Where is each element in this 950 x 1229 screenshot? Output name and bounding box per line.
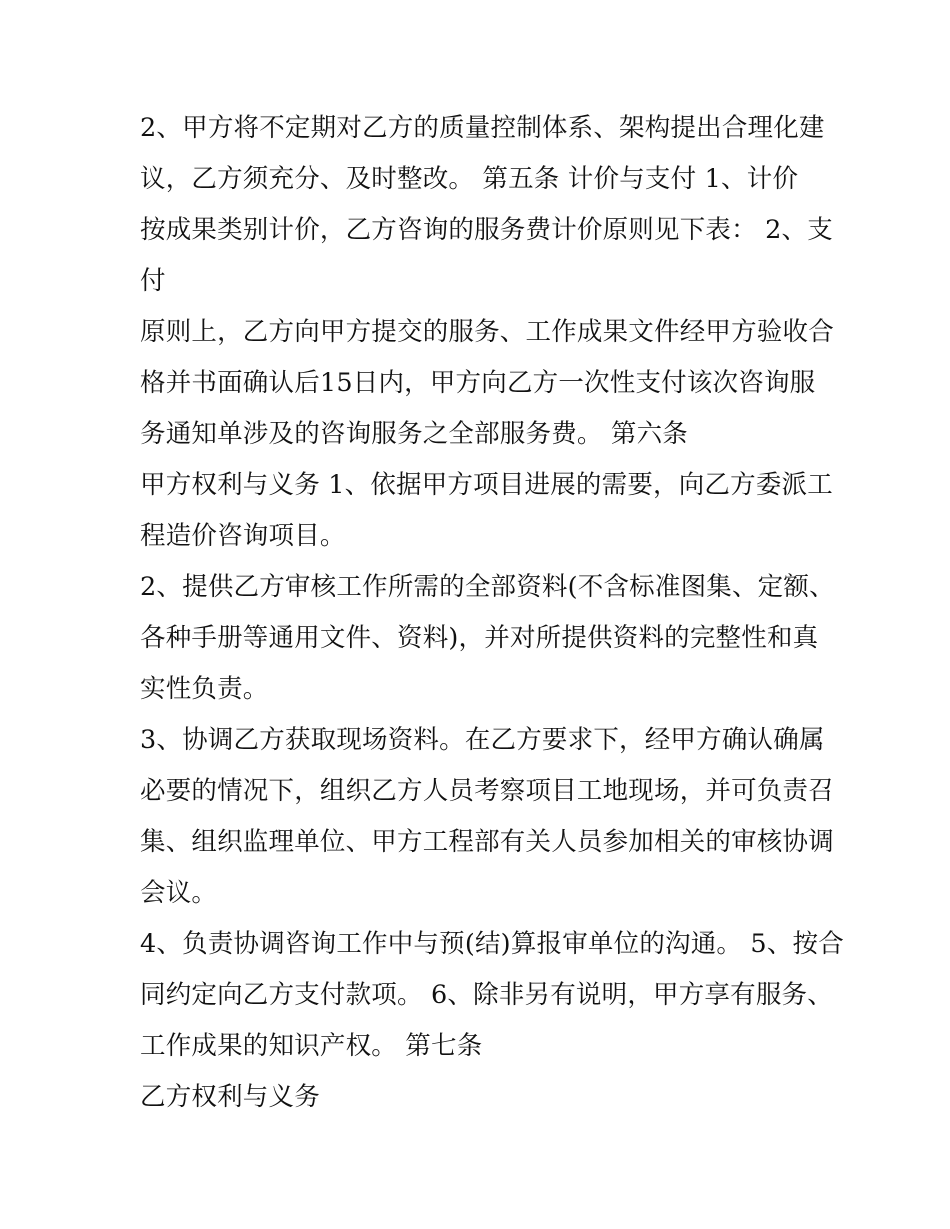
text-line: 乙方权利与义务	[140, 1082, 320, 1112]
text-line: 4、负责协调咨询工作中与预(结)算报审单位的沟通。 5、按合	[140, 929, 844, 959]
text-line: 格并书面确认后15日内，甲方向乙方一次性支付该次咨询服	[140, 368, 816, 398]
text-line: 会议。	[140, 878, 218, 908]
text-line: 原则上，乙方向甲方提交的服务、工作成果文件经甲方验收合	[140, 317, 834, 347]
text-line: 同约定向乙方支付款项。 6、除非另有说明，甲方享有服务、	[140, 980, 833, 1010]
text-line: 程造价咨询项目。	[140, 521, 346, 551]
text-line: 实性负责。	[140, 674, 269, 704]
text-line: 议，乙方须充分、及时整改。 第五条 计价与支付 1、计价	[140, 164, 799, 194]
text-line: 各种手册等通用文件、资料)，并对所提供资料的完整性和真	[140, 623, 819, 653]
text-line: 务通知单涉及的咨询服务之全部服务费。 第六条	[140, 419, 689, 449]
text-line: 2、提供乙方审核工作所需的全部资料(不含标准图集、定额、	[140, 572, 835, 602]
text-line: 甲方权利与义务 1、依据甲方项目进展的需要，向乙方委派工	[140, 470, 833, 500]
text-line: 3、协调乙方获取现场资料。在乙方要求下，经甲方确认确属	[140, 725, 825, 755]
text-line: 工作成果的知识产权。 第七条	[140, 1031, 483, 1061]
text-line: 付	[140, 266, 166, 296]
text-line: 2、甲方将不定期对乙方的质量控制体系、架构提出合理化建	[140, 113, 825, 143]
text-line: 集、组织监理单位、甲方工程部有关人员参加相关的审核协调	[140, 827, 834, 857]
text-line: 必要的情况下，组织乙方人员考察项目工地现场，并可负责召	[140, 776, 834, 806]
text-line: 按成果类别计价，乙方咨询的服务费计价原则见下表： 2、支	[140, 215, 833, 245]
document-body	[140, 103, 844, 1123]
